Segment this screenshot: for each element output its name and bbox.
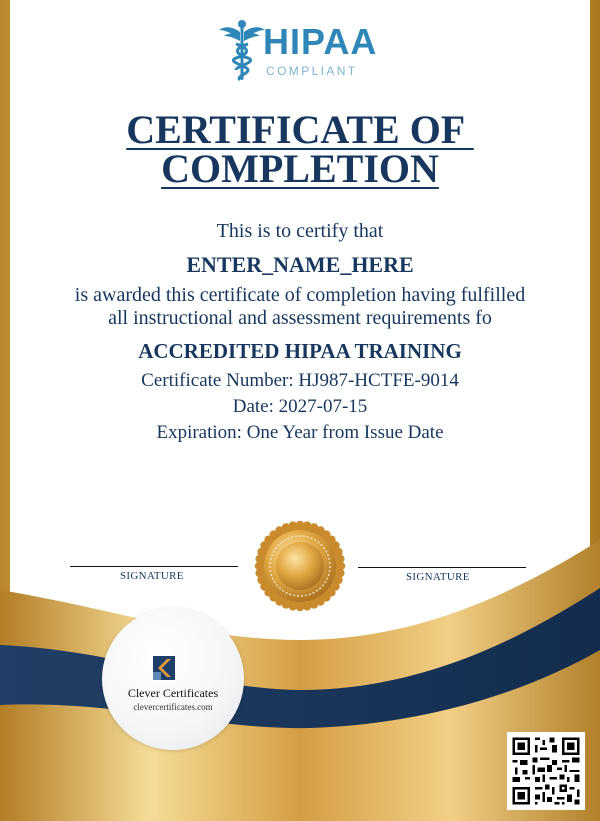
course-name: ACCREDITED HIPAA TRAINING xyxy=(138,339,462,363)
certificate-number: Certificate Number: HJ987-HCTFE-9014 xyxy=(141,370,459,391)
qr-code-icon[interactable] xyxy=(507,732,585,810)
issue-date: Date: 2027-07-15 xyxy=(232,396,368,417)
title-line-1: CERTIFICATE OF xyxy=(126,107,474,152)
issuer-url[interactable]: clevercertificates.com xyxy=(133,702,213,712)
hipaa-logo xyxy=(218,18,378,84)
logo-subtitle: COMPLIANT xyxy=(266,64,358,78)
certify-text: This is to certify that xyxy=(216,220,384,242)
signature-label-right: SIGNATURE xyxy=(406,571,470,583)
signature-line-right xyxy=(358,567,526,568)
expiration: Expiration: One Year from Issue Date xyxy=(156,422,444,443)
clever-certificates-logo-icon xyxy=(153,656,175,680)
signature-label-left: SIGNATURE xyxy=(120,570,184,582)
signature-line-left xyxy=(70,566,238,567)
title-line-2: COMPLETION xyxy=(161,146,439,191)
awarded-text-line-1: is awarded this certificate of completion having fulfilled xyxy=(74,284,526,306)
issuer-name: Clever Certificates xyxy=(127,686,219,700)
caduceus-icon xyxy=(218,18,266,82)
recipient-name: ENTER_NAME_HERE xyxy=(186,252,414,277)
logo-title: HIPAA xyxy=(263,21,378,62)
gold-seal-icon xyxy=(254,520,346,612)
issuer-badge xyxy=(102,608,244,750)
awarded-text-line-2: all instructional and assessment requirements fo xyxy=(108,307,492,329)
